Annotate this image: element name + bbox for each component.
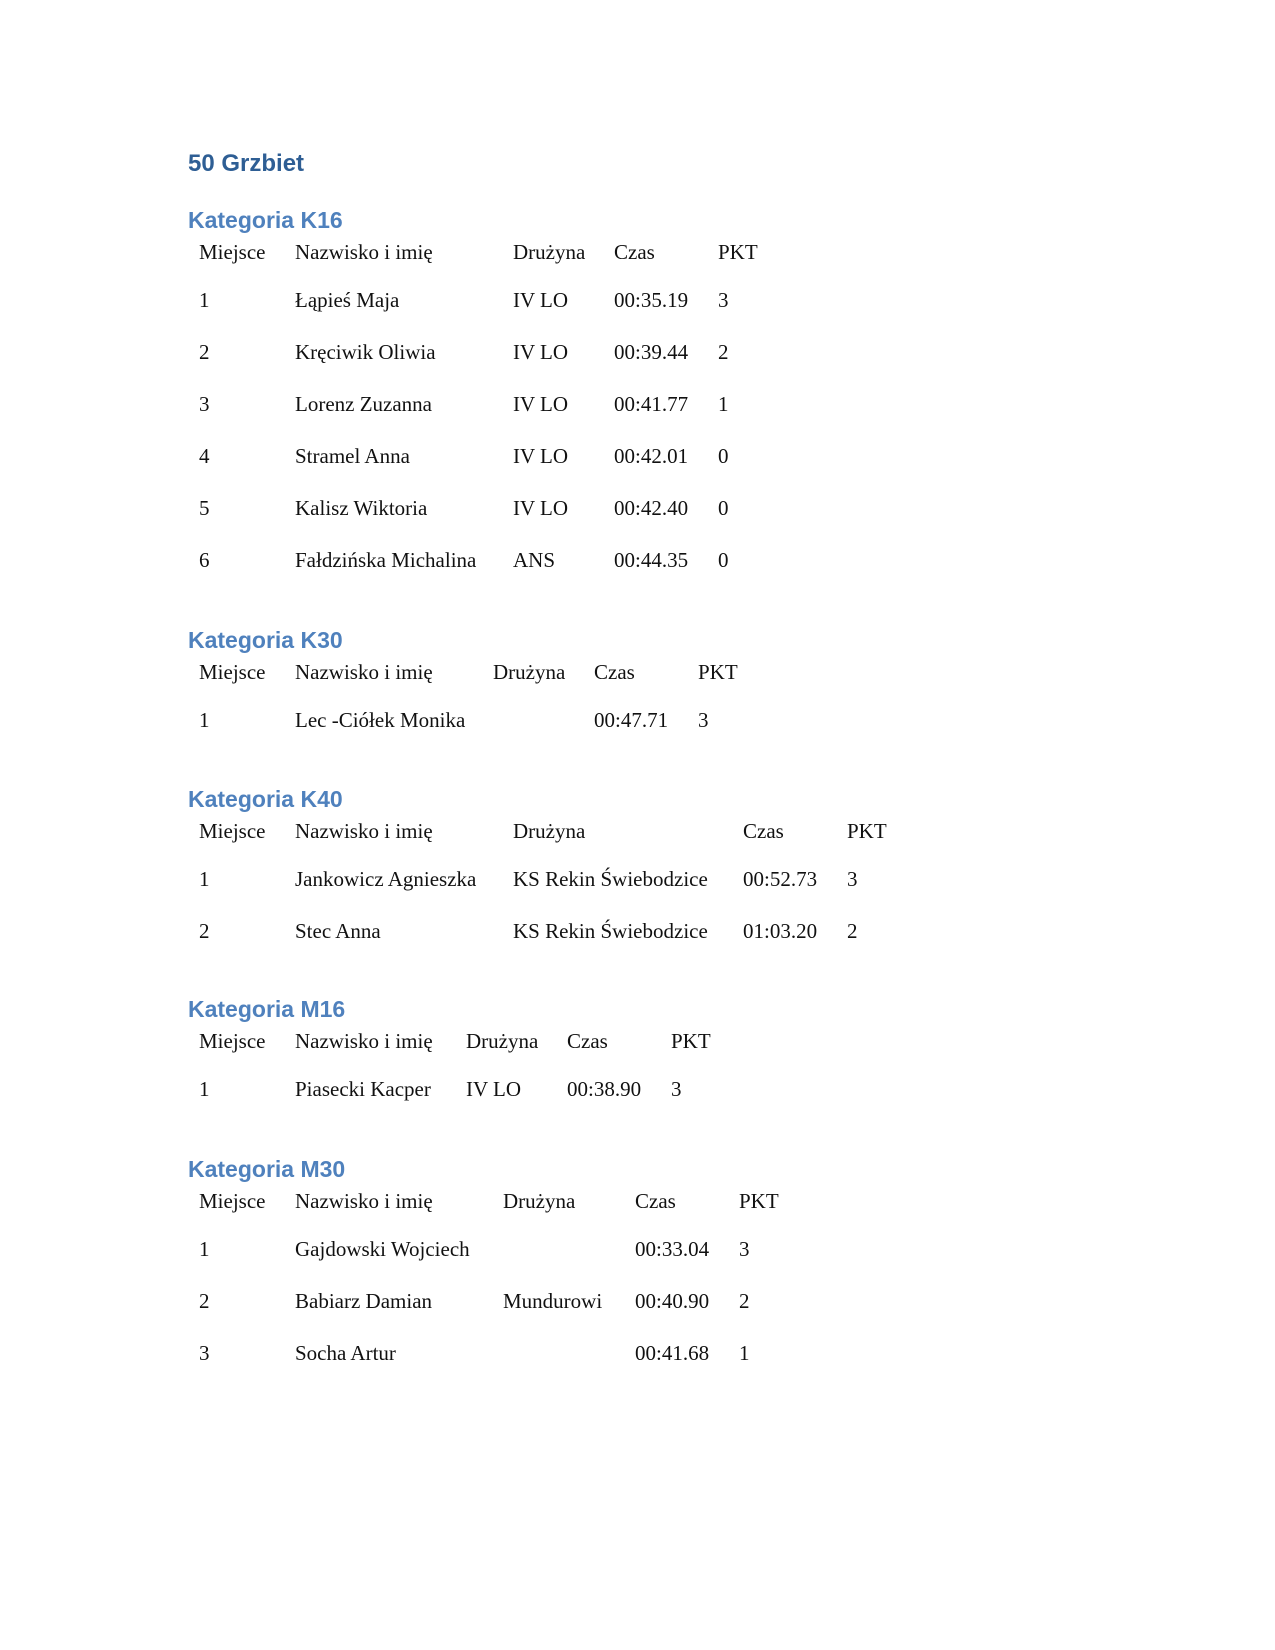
column-header-name: Nazwisko i imię: [295, 660, 433, 684]
table-row: [188, 1066, 722, 1118]
column-header-team: Drużyna: [466, 1029, 539, 1053]
cell-team: IV LO: [513, 496, 569, 520]
cell-place: 3: [199, 392, 210, 416]
cell-team: KS Rekin Świebodzice: [513, 919, 708, 943]
column-header-points: PKT: [739, 1189, 779, 1213]
cell-points: 2: [718, 340, 729, 364]
cell-points: 3: [718, 288, 729, 312]
cell-points: 0: [718, 496, 729, 520]
column-header-time: Czas: [743, 819, 784, 843]
table-row: [188, 433, 769, 485]
column-header-name: Nazwisko i imię: [295, 819, 433, 843]
results-table: [188, 655, 749, 749]
column-header-time: Czas: [567, 1029, 608, 1053]
table-row: [188, 277, 769, 329]
cell-place: 3: [199, 1341, 210, 1365]
table-row: [188, 1226, 790, 1278]
column-header-team: Drużyna: [503, 1189, 576, 1213]
section-heading: Kategoria K40: [188, 786, 343, 812]
cell-place: 4: [199, 444, 210, 468]
cell-time: 00:44.35: [614, 548, 689, 572]
table-row: [188, 908, 898, 960]
cell-place: 1: [199, 708, 210, 732]
column-header-place: Miejsce: [199, 1029, 266, 1053]
cell-place: 2: [199, 340, 210, 364]
cell-place: 5: [199, 496, 210, 520]
column-header-place: Miejsce: [199, 819, 266, 843]
cell-time: 00:39.44: [614, 340, 689, 364]
table-header-row: [188, 235, 769, 277]
table-row: [188, 1278, 790, 1330]
column-header-place: Miejsce: [199, 1189, 266, 1213]
column-header-team: Drużyna: [513, 819, 586, 843]
cell-team: IV LO: [513, 392, 569, 416]
cell-place: 2: [199, 919, 210, 943]
cell-team: IV LO: [466, 1077, 522, 1101]
column-header-time: Czas: [614, 240, 655, 264]
section-heading: Kategoria K30: [188, 627, 343, 653]
column-header-time: Czas: [594, 660, 635, 684]
cell-points: 3: [847, 867, 858, 891]
cell-team: KS Rekin Świebodzice: [513, 867, 708, 891]
cell-time: 00:42.40: [614, 496, 689, 520]
cell-team: IV LO: [513, 340, 569, 364]
cell-name: Babiarz Damian: [295, 1289, 433, 1313]
cell-team: Mundurowi: [503, 1289, 603, 1313]
section-heading: Kategoria M30: [188, 1156, 346, 1182]
table-header-row: [188, 655, 749, 697]
table-row: [188, 856, 898, 908]
cell-name: Lec -Ciółek Monika: [295, 708, 466, 732]
table-header-row: [188, 1024, 722, 1066]
cell-time: 01:03.20: [743, 919, 818, 943]
cell-team: [492, 1330, 624, 1382]
cell-name: Stec Anna: [295, 919, 381, 943]
table-row: [188, 697, 749, 749]
section-m30: [188, 1154, 790, 1382]
cell-points: 3: [671, 1077, 682, 1101]
cell-team: [492, 1226, 624, 1278]
results-table: [188, 814, 898, 960]
cell-name: Łąpieś Maja: [295, 288, 400, 312]
cell-place: 1: [199, 1077, 210, 1101]
table-header-row: [188, 814, 898, 856]
column-header-name: Nazwisko i imię: [295, 1189, 433, 1213]
section-k30: [188, 625, 749, 749]
cell-time: 00:47.71: [594, 708, 669, 732]
cell-points: 3: [739, 1237, 750, 1261]
cell-name: Gajdowski Wojciech: [295, 1237, 470, 1261]
cell-points: 1: [739, 1341, 750, 1365]
cell-points: 0: [718, 548, 729, 572]
column-header-name: Nazwisko i imię: [295, 240, 433, 264]
cell-name: Kręciwik Oliwia: [295, 340, 436, 364]
cell-name: Piasecki Kacper: [295, 1077, 431, 1101]
table-row: [188, 485, 769, 537]
column-header-points: PKT: [718, 240, 758, 264]
section-heading: Kategoria K16: [188, 207, 343, 233]
cell-name: Kalisz Wiktoria: [295, 496, 428, 520]
cell-team: ANS: [513, 548, 556, 572]
column-header-name: Nazwisko i imię: [295, 1029, 433, 1053]
table-row: [188, 329, 769, 381]
cell-points: 2: [847, 919, 858, 943]
column-header-place: Miejsce: [199, 240, 266, 264]
column-header-points: PKT: [698, 660, 738, 684]
cell-time: 00:52.73: [743, 867, 818, 891]
cell-place: 6: [199, 548, 210, 572]
cell-time: 00:33.04: [635, 1237, 710, 1261]
section-heading: Kategoria M16: [188, 996, 346, 1022]
cell-name: Stramel Anna: [295, 444, 410, 468]
cell-place: 1: [199, 1237, 210, 1261]
cell-time: 00:35.19: [614, 288, 689, 312]
column-header-time: Czas: [635, 1189, 676, 1213]
cell-time: 00:38.90: [567, 1077, 642, 1101]
cell-place: 2: [199, 1289, 210, 1313]
results-table: [188, 235, 769, 589]
section-k40: [188, 784, 898, 960]
cell-name: Socha Artur: [295, 1341, 396, 1365]
cell-team: IV LO: [513, 288, 569, 312]
column-header-points: PKT: [847, 819, 887, 843]
cell-name: Jankowicz Agnieszka: [295, 867, 477, 891]
column-header-team: Drużyna: [513, 240, 586, 264]
results-table: [188, 1024, 722, 1118]
cell-time: 00:41.77: [614, 392, 689, 416]
cell-points: 0: [718, 444, 729, 468]
cell-name: Lorenz Zuzanna: [295, 392, 433, 416]
cell-time: 00:40.90: [635, 1289, 710, 1313]
cell-name: Fałdzińska Michalina: [295, 548, 477, 572]
table-row: [188, 537, 769, 589]
table-header-row: [188, 1184, 790, 1226]
cell-time: 00:41.68: [635, 1341, 710, 1365]
column-header-team: Drużyna: [493, 660, 566, 684]
cell-place: 1: [199, 288, 210, 312]
cell-points: 3: [698, 708, 709, 732]
cell-points: 2: [739, 1289, 750, 1313]
table-row: [188, 381, 769, 433]
table-row: [188, 1330, 790, 1382]
cell-team: [482, 697, 583, 749]
results-table: [188, 1184, 790, 1382]
section-m16: [188, 994, 722, 1118]
column-header-place: Miejsce: [199, 660, 266, 684]
cell-team: IV LO: [513, 444, 569, 468]
section-k16: [188, 205, 769, 589]
cell-place: 1: [199, 867, 210, 891]
cell-time: 00:42.01: [614, 444, 689, 468]
cell-points: 1: [718, 392, 729, 416]
column-header-points: PKT: [671, 1029, 711, 1053]
document-page: [188, 0, 1275, 1650]
page-title: 50 Grzbiet: [188, 150, 305, 177]
